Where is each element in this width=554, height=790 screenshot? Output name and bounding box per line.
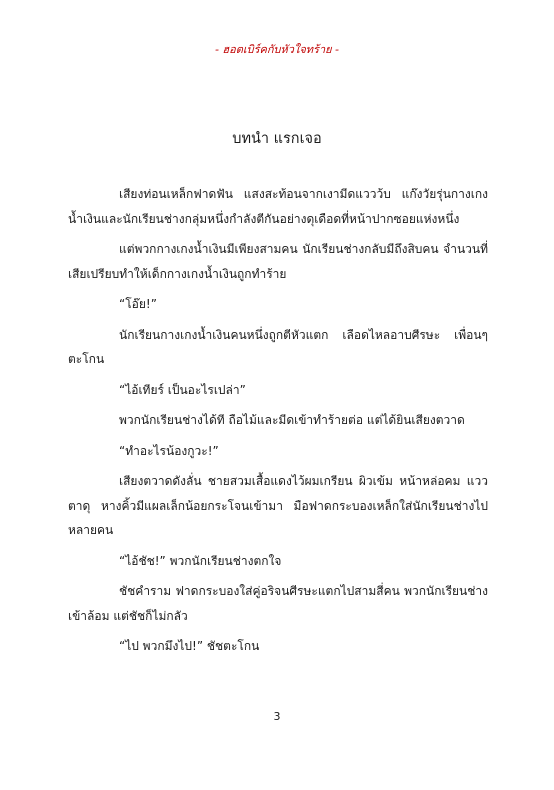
page-number: 3 [273, 710, 281, 723]
paragraph: ชัชคำราม ฟาดกระบองใส่คู่อริจนศีรษะแตกไปสามสี่คน พวกนักเรียนช่างเข้าล้อม แต่ชัชก็ไม่กลัว [68, 584, 488, 623]
paragraph: นักเรียนกางเกงน้ำเงินคนหนึ่งถูกตีหัวแตก เลือดไหลอาบศีรษะ เพื่อนๆตะโกน [68, 327, 488, 366]
paragraph: แต่พวกกางเกงน้ำเงินมีเพียงสามคน นักเรียนช่างกลับมีถึงสิบคน จำนวนที่เสียเปรียบทำให้เด็กกางเกงน้ำเงินถูกทำร้าย [68, 242, 488, 281]
paragraph: “ไป พวกมึงไป!” ชัชตะโกน [119, 639, 260, 653]
paragraph: เสียงท่อนเหล็กฟาดฟัน แสงสะท้อนจากเงามีดแววว้บ แก๊งวัยรุ่นกางเกงน้ำเงินและนักเรียนช่างกลุ่มหนึ่งกำลังตีกันอย่างดุเดือดที่หน้าปากซอยแห่งหนึ่ง [68, 187, 488, 226]
paragraph: “ไอ้ชัช!” พวกนักเรียนช่างตกใจ [119, 553, 282, 568]
paragraph: พวกนักเรียนช่างได้ที ถือไม้และมีดเข้าทำร้ายต่อ แต่ได้ยินเสียงตวาด [119, 413, 465, 427]
body-text [68, 182, 488, 665]
paragraph: “โอ๊ย!” [119, 297, 157, 311]
paragraph: “ทำอะไรน้องกูวะ!” [119, 443, 219, 458]
running-header: - ฮอตเบิร์คกับหัวใจทร้าย - [214, 43, 340, 56]
chapter-title: บทนำ แรกเจอ [232, 131, 322, 147]
paragraph: เสียงตวาดดังลั่น ชายสวมเสื้อแดงไว้ผมเกรียน ผิวเข้ม หน้าหล่อคม แววตาดุ หางคิ้วมีแผลเล็กน้อยกระโจนเข้ามา มือฟาดกระบองเหล็กใส่นักเรียนช่างไปหลายคน [68, 474, 488, 537]
paragraph: “ไอ้เทียร์ เป็นอะไรเปล่า” [119, 382, 246, 397]
